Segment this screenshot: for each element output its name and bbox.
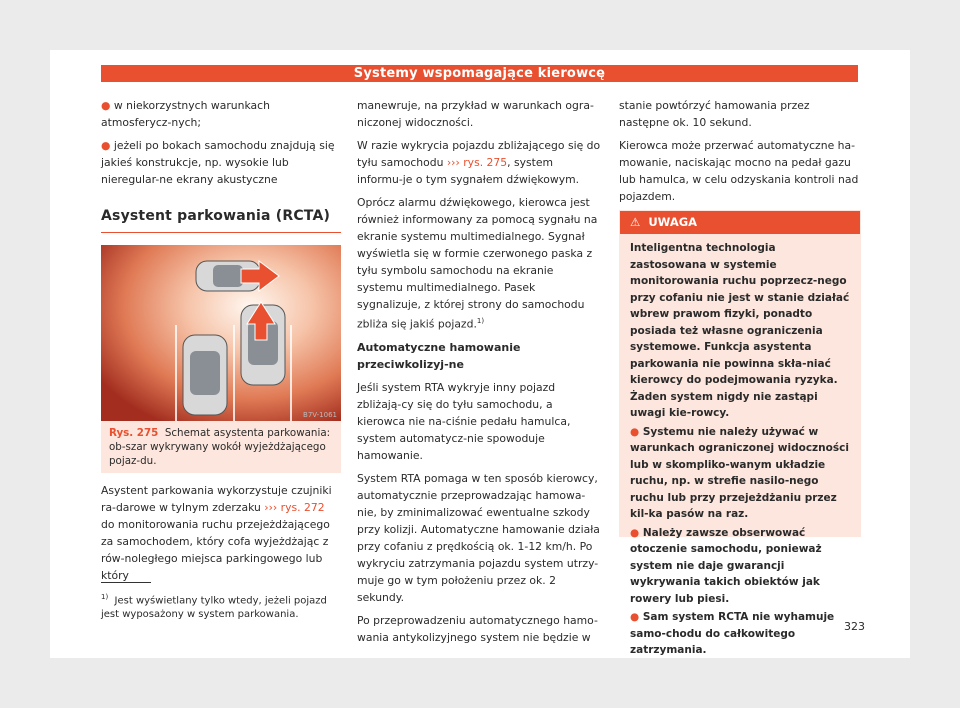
paragraph: W razie wykrycia pojazdu zbliżającego się do tyłu samochodu ››› rys. 275, system informu-je o tym sygnałem dźwiękowym. [357,139,601,186]
paragraph: Po przeprowadzeniu automatycznego hamo-wania antykolizyjnego system nie będzie w [357,613,598,644]
column-3 [619,97,859,211]
list-item: ● Systemu nie należy używać w warunkach ograniczonej widoczności lub w skompliko-wanym układzie ruchu, np. w strefie nasilo-nego ruchu lub przy przejeżdżaniu przez kil-ka pasów na raz. [630,425,849,520]
bullet-icon: ● [630,611,640,623]
column-1 [101,97,341,233]
warning-header: ⚠ UWAGA [620,211,860,234]
column-1-paragraph: Asystent parkowania wykorzystuje czujniki ra-darowe w tylnym zderzaku ››› rys. 272 do monitorowania ruchu przejeżdżającego za samochodem, który cofa wyjeżdżając z rów-noległego miejsca parkingowego lub który [101,484,332,582]
list-item: ● Należy zawsze obserwować otoczenie samochodu, ponieważ system nie daje gwarancji wykrywania takich obiektów jak rowery lub piesi. [630,526,822,605]
footnote: $^{1)}$ Jest wyświetlany tylko wtedy, jeżeli pojazd jest wyposażony w system parkowania. [101,593,327,621]
figure-reference-link[interactable]: ››› rys. 272 [264,501,325,514]
bullet-icon: ● [101,139,111,152]
page-number: 323 [844,620,865,633]
figure-code: B7V-1061 [303,411,337,419]
figure-reference-link[interactable]: ››› rys. 275 [446,156,508,169]
footnote-divider [101,582,151,583]
subsection-title: Automatyczne hamowanie przeciwkolizyj-ne [357,340,521,371]
paragraph: Oprócz alarmu dźwiękowego, kierowca jest również informowany za pomocą sygnału na ekranie systemu multimedialnego. Sygnał wyświetla się w formie czerwonego paska z tyłu symbolu samochodu na ekranie systemu multimedialnego. Pasek sygnalizuje, z której strony do samochodu zbliża się jakiś pojazd.$^{1)}$ [357,196,598,331]
footnote-mark: 1) [476,317,485,325]
column-2 [357,97,601,652]
list-item: ● w niekorzystnych warunkach atmosferycz-nych; [101,99,270,129]
figure-caption-text: Schemat asystenta parkowania: ob-szar wykrywany wokół wyjeżdżającego pojaz-du. [109,427,331,467]
bullet-icon: ● [630,425,640,438]
paragraph: Kierowca może przerwać automatyczne ha-mowanie, naciskając mocno na pedał gazu lub hamulca, w celu odzyskania kontroli nad pojazdem. [619,139,859,203]
bullet-icon: ● [630,526,640,539]
figure-rcta-diagram [101,245,341,421]
parking-diagram-illustration [101,245,341,421]
page-header: Systemy wspomagające kierowcę [101,65,858,82]
paragraph: Jeśli system RTA wykryje inny pojazd zbliżają-cy się do tyłu samochodu, a kierowca nie na-ciśnie pedału hamulca, system automatycz-nie spowoduje hamowanie. [357,380,571,462]
section-title: Asystent parkowania (RCTA) [101,208,341,233]
bullet-icon: ● [101,99,111,112]
paragraph: stanie powtórzyć hamowania przez następne ok. 10 sekund. [619,99,810,129]
paragraph: manewruje, na przykład w warunkach ogra-niczonej widoczności. [357,99,594,129]
warning-intro: Inteligentna technologia zastosowana w systemie monitorowania ruchu poprzecz-nego przy cofaniu nie jest w stanie działać wbrew prawom fizyki, ponadto posiada też własne ograniczenia systemowe. Funkcja asystenta parkowania nie powinna skła-niać kierowcy do podejmowania ryzyka. Żaden system nigdy nie zastąpi uwagi kie-rowcy. [630,242,850,419]
warning-body [620,234,860,667]
car-icon [183,335,227,415]
paragraph: System RTA pomaga w ten sposób kierowcy, automatycznie przeprowadzając hamowa-nie, by zminimalizować ewentualne szkody przy kolizji. Automatyczne hamowanie działa przy cofaniu z prędkością ok. 1-12 km/h. Po wykryciu zatrzymania pojazdu system utrzy-muje go w tym położeniu przez ok. 2 sekundy. [357,471,600,604]
list-item: ● jeżeli po bokach samochodu znajdują się jakieś konstrukcje, np. wysokie lub nieregular-ne ekrany akustyczne [101,139,335,186]
figure-caption [101,421,341,473]
list-item: ● Sam system RCTA nie wyhamuje samo-chodu do całkowitego zatrzymania. [630,611,835,656]
figure-label: Rys. 275 [109,427,159,439]
manual-page [50,50,910,658]
warning-triangle-icon: ⚠ [630,215,641,229]
